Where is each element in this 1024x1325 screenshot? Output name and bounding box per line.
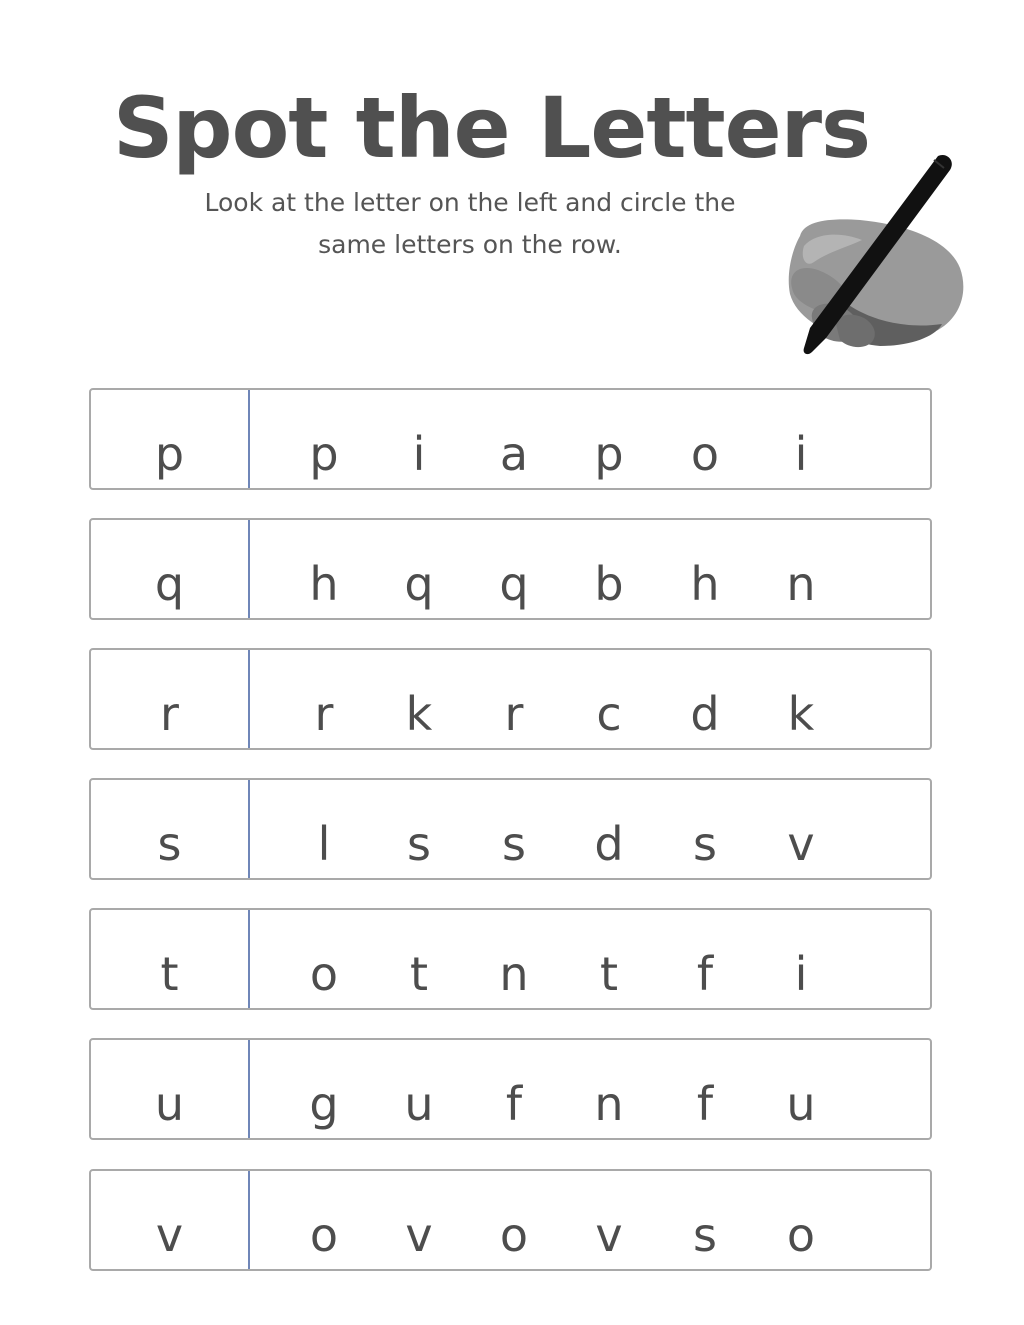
option-letter[interactable]: l <box>317 817 331 871</box>
option-letter[interactable]: q <box>404 557 434 611</box>
option-letter[interactable]: c <box>596 687 622 741</box>
option-letter[interactable]: h <box>690 557 720 611</box>
option-letter[interactable]: s <box>693 817 717 871</box>
instructions-line-2: same letters on the row. <box>318 230 622 259</box>
option-letter[interactable]: t <box>599 947 619 1001</box>
option-letter[interactable]: d <box>690 687 720 741</box>
letter-row <box>89 518 932 620</box>
row-divider <box>248 1040 250 1138</box>
letter-row <box>89 778 932 880</box>
option-letter[interactable]: v <box>787 817 815 871</box>
letter-row <box>89 388 932 490</box>
target-letter: p <box>154 427 185 481</box>
option-letter[interactable]: a <box>499 427 529 481</box>
option-letter[interactable]: s <box>502 817 526 871</box>
option-letter[interactable]: i <box>794 427 808 481</box>
option-letter[interactable]: i <box>794 947 808 1001</box>
letter-row <box>89 908 932 1010</box>
instructions-line-1: Look at the letter on the left and circle the <box>204 188 736 217</box>
target-letter: q <box>154 557 185 611</box>
target-letter: u <box>154 1077 185 1131</box>
option-letter[interactable]: o <box>786 1208 816 1262</box>
option-letter[interactable]: v <box>405 1208 433 1262</box>
row-divider <box>248 1171 250 1269</box>
page-title: Spot the Letters <box>112 79 871 177</box>
target-letter: v <box>155 1208 184 1262</box>
option-letter[interactable]: n <box>499 947 529 1001</box>
option-letter[interactable]: r <box>504 687 524 741</box>
option-letter[interactable]: v <box>595 1208 623 1262</box>
row-divider <box>248 390 250 488</box>
letter-row <box>89 1169 932 1271</box>
row-divider <box>248 910 250 1008</box>
option-letter[interactable]: u <box>404 1077 434 1131</box>
option-letter[interactable]: k <box>405 687 433 741</box>
option-letter[interactable]: o <box>309 947 339 1001</box>
letter-row <box>89 1038 932 1140</box>
option-letter[interactable]: n <box>594 1077 624 1131</box>
option-letter[interactable]: p <box>309 427 339 481</box>
option-letter[interactable]: i <box>412 427 426 481</box>
option-letter[interactable]: d <box>594 817 624 871</box>
row-divider <box>248 780 250 878</box>
letter-row <box>89 648 932 750</box>
target-letter: r <box>160 687 179 741</box>
option-letter[interactable]: f <box>696 947 714 1001</box>
option-letter[interactable]: k <box>787 687 815 741</box>
option-letter[interactable]: f <box>505 1077 523 1131</box>
row-divider <box>248 650 250 748</box>
option-letter[interactable]: r <box>314 687 334 741</box>
option-letter[interactable]: o <box>309 1208 339 1262</box>
row-divider <box>248 520 250 618</box>
option-letter[interactable]: g <box>309 1077 339 1131</box>
instructions <box>140 182 800 266</box>
hand-holding-pencil-icon <box>752 148 972 368</box>
target-letter: s <box>157 817 182 871</box>
option-letter[interactable]: n <box>786 557 816 611</box>
option-letter[interactable]: o <box>499 1208 529 1262</box>
target-letter: t <box>160 947 179 1001</box>
option-letter[interactable]: t <box>409 947 429 1001</box>
option-letter[interactable]: b <box>594 557 624 611</box>
option-letter[interactable]: s <box>407 817 431 871</box>
option-letter[interactable]: h <box>309 557 339 611</box>
option-letter[interactable]: u <box>786 1077 816 1131</box>
option-letter[interactable]: q <box>499 557 529 611</box>
option-letter[interactable]: o <box>690 427 720 481</box>
option-letter[interactable]: p <box>594 427 624 481</box>
option-letter[interactable]: f <box>696 1077 714 1131</box>
option-letter[interactable]: s <box>693 1208 717 1262</box>
